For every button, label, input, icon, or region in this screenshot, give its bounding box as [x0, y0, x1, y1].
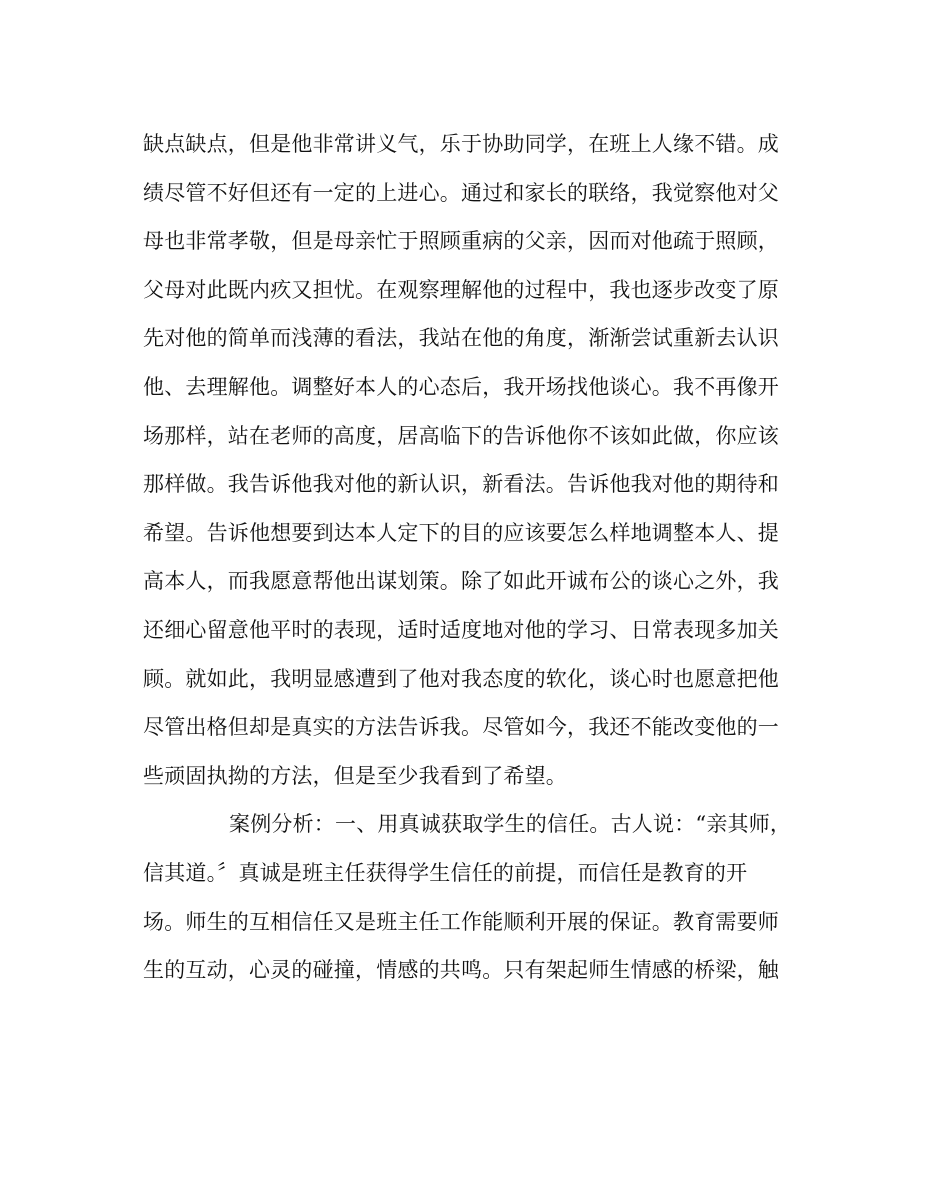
- text-line: 缺点缺点，但是他非常讲义气，乐于协助同学，在班上人缘不错。成: [143, 132, 779, 156]
- text-line: 还细心留意他平时的表现，适时适度地对他的学习、日常表现多加关: [143, 617, 779, 642]
- text-line: 希望。告诉他想要到达本人定下的目的应该要怎么样地调整本人、提: [143, 520, 779, 545]
- text-line: 母也非常孝敬，但是母亲忙于照顾重病的父亲，因而对他疏于照顾，: [143, 229, 779, 254]
- text-line: 场那样，站在老师的高度，居高临下的告诉他你不该如此做，你应该: [143, 423, 779, 448]
- text-line: 他、去理解他。调整好本人的心态后，我开场找他谈心。我不再像开: [143, 374, 779, 399]
- paragraph-start-line: 案例分析：一、用真诚获取学生的信任。古人说：“亲其师，: [229, 812, 792, 837]
- text-line: 顾。就如此，我明显感遭到了他对我态度的软化，谈心时也愿意把他: [143, 666, 779, 691]
- text-line: 那样做。我告诉他我对他的新认识，新看法。告诉他我对他的期待和: [143, 472, 779, 497]
- document-body: [143, 129, 803, 1004]
- text-line: 绩尽管不好但还有一定的上进心。通过和家长的联络，我觉察他对父: [143, 180, 779, 205]
- text-line: 父母对此既内疚又担忧。在观察理解他的过程中，我也逐步改变了原: [143, 277, 779, 302]
- text-line: 些顽固执拗的方法，但是至少我看到了希望。: [143, 763, 567, 788]
- text-line: 生的互动，心灵的碰撞，情感的共鸣。只有架起师生情感的桥梁，触: [143, 958, 779, 983]
- text-line: 信其道。〞真诚是班主任获得学生信任的前提，而信任是教育的开: [143, 860, 748, 885]
- text-line: 高本人，而我愿意帮他出谋划策。除了如此开诚布公的谈心之外，我: [143, 569, 779, 594]
- text-line: 场。师生的互相信任又是班主任工作能顺利开展的保证。教育需要师: [143, 909, 779, 934]
- text-line: 尽管出格但却是真实的方法告诉我。尽管如今，我还不能改变他的一: [143, 715, 779, 740]
- text-line: 先对他的简单而浅薄的看法，我站在他的角度，渐渐尝试重新去认识: [143, 326, 779, 351]
